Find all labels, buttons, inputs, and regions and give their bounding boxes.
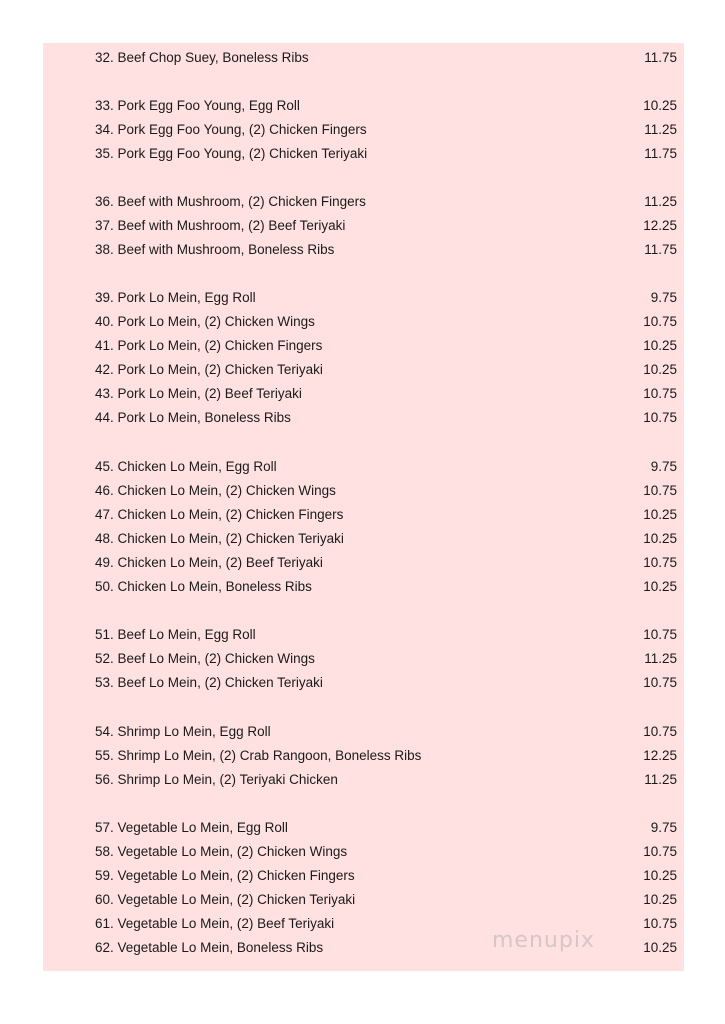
menu-item: [43, 575, 684, 599]
menu-item: [43, 888, 684, 912]
menu-item-price: 9.75: [650, 820, 677, 835]
menu-item-price: 10.75: [643, 844, 677, 859]
menu-item-name: 47. Chicken Lo Mein, (2) Chicken Fingers: [95, 507, 344, 522]
menu-item-name: 34. Pork Egg Foo Young, (2) Chicken Fingers: [95, 122, 367, 137]
menu-item-name: 45. Chicken Lo Mein, Egg Roll: [95, 459, 277, 474]
menu-item-price: 10.25: [643, 940, 677, 955]
menu-item-name: 38. Beef with Mushroom, Boneless Ribs: [95, 242, 335, 257]
menu-item: [43, 190, 684, 214]
menu-item: [43, 46, 684, 70]
menu-item-name: 57. Vegetable Lo Mein, Egg Roll: [95, 820, 288, 835]
menu-page: [43, 43, 684, 971]
menu-item-price: 10.75: [643, 916, 677, 931]
menu-item-name: 52. Beef Lo Mein, (2) Chicken Wings: [95, 651, 315, 666]
menu-group-chicken-lo-mein: [43, 455, 684, 599]
menu-item-name: 53. Beef Lo Mein, (2) Chicken Teriyaki: [95, 675, 323, 690]
menu-item: [43, 455, 684, 479]
menu-item-price: 10.25: [643, 507, 677, 522]
menu-item-price: 11.75: [644, 242, 677, 257]
menu-item-name: 42. Pork Lo Mein, (2) Chicken Teriyaki: [95, 362, 323, 377]
menu-item: [43, 864, 684, 888]
menu-item-name: 49. Chicken Lo Mein, (2) Beef Teriyaki: [95, 555, 323, 570]
menu-group-chop-suey: [43, 46, 684, 70]
menu-item-name: 56. Shrimp Lo Mein, (2) Teriyaki Chicken: [95, 772, 338, 787]
menu-item-price: 9.75: [650, 290, 677, 305]
menu-item-price: 10.25: [643, 892, 677, 907]
menu-item-price: 11.75: [644, 50, 677, 65]
menu-item-name: 44. Pork Lo Mein, Boneless Ribs: [95, 410, 291, 425]
menu-item-price: 12.25: [643, 748, 677, 763]
menu-item-name: 39. Pork Lo Mein, Egg Roll: [95, 290, 256, 305]
menu-item: [43, 720, 684, 744]
menu-item-price: 11.25: [644, 651, 677, 666]
menu-item-price: 10.75: [643, 314, 677, 329]
menu-item-name: 46. Chicken Lo Mein, (2) Chicken Wings: [95, 483, 336, 498]
menu-item: [43, 840, 684, 864]
menu-item: [43, 816, 684, 840]
menu-item-price: 10.75: [643, 386, 677, 401]
menu-item-price: 10.25: [643, 531, 677, 546]
menu-group-beef-lo-mein: [43, 623, 684, 695]
menu-item-price: 10.25: [643, 579, 677, 594]
menu-group-egg-foo-young: [43, 94, 684, 166]
menu-item: [43, 551, 684, 575]
menu-item: [43, 118, 684, 142]
menu-item-name: 54. Shrimp Lo Mein, Egg Roll: [95, 724, 271, 739]
menu-item: [43, 286, 684, 310]
menu-item-name: 32. Beef Chop Suey, Boneless Ribs: [95, 50, 309, 65]
menu-item-name: 60. Vegetable Lo Mein, (2) Chicken Teriyaki: [95, 892, 356, 907]
menu-item-price: 11.25: [644, 772, 677, 787]
menu-item-price: 12.25: [643, 218, 677, 233]
menu-item-name: 51. Beef Lo Mein, Egg Roll: [95, 627, 256, 642]
menu-item-name: 35. Pork Egg Foo Young, (2) Chicken Teriyaki: [95, 146, 368, 161]
menu-item: [43, 647, 684, 671]
menu-group-shrimp-lo-mein: [43, 720, 684, 792]
menu-item-name: 55. Shrimp Lo Mein, (2) Crab Rangoon, Boneless Ribs: [95, 748, 422, 763]
menu-item-price: 10.75: [643, 555, 677, 570]
menu-item: [43, 94, 684, 118]
menu-group-pork-lo-mein: [43, 286, 684, 430]
menu-item: [43, 382, 684, 406]
menu-item: [43, 744, 684, 768]
menu-item-name: 62. Vegetable Lo Mein, Boneless Ribs: [95, 940, 324, 955]
menu-group-beef-mushroom: [43, 190, 684, 262]
menu-item-price: 10.75: [643, 724, 677, 739]
menu-item: [43, 479, 684, 503]
menu-item: [43, 623, 684, 647]
menu-item-name: 37. Beef with Mushroom, (2) Beef Teriyaki: [95, 218, 346, 233]
menu-item-name: 40. Pork Lo Mein, (2) Chicken Wings: [95, 314, 315, 329]
menu-item-price: 10.75: [643, 627, 677, 642]
menu-item-price: 11.75: [644, 146, 677, 161]
menu-item-name: 50. Chicken Lo Mein, Boneless Ribs: [95, 579, 312, 594]
menu-item: [43, 768, 684, 792]
menu-item-name: 36. Beef with Mushroom, (2) Chicken Fingers: [95, 194, 366, 209]
menu-item: [43, 310, 684, 334]
menu-item-price: 10.75: [643, 675, 677, 690]
menu-item-price: 11.25: [644, 194, 677, 209]
menu-item-price: 10.25: [643, 98, 677, 113]
menu-item: [43, 671, 684, 695]
menu-item: [43, 406, 684, 430]
menu-item: [43, 214, 684, 238]
menu-item: [43, 358, 684, 382]
menu-item-name: 61. Vegetable Lo Mein, (2) Beef Teriyaki: [95, 916, 335, 931]
menu-item-price: 9.75: [650, 459, 677, 474]
menu-item-price: 10.25: [643, 362, 677, 377]
menu-item-name: 41. Pork Lo Mein, (2) Chicken Fingers: [95, 338, 323, 353]
menu-item-name: 59. Vegetable Lo Mein, (2) Chicken Fingers: [95, 868, 355, 883]
menu-item: [43, 334, 684, 358]
menu-item-price: 10.25: [643, 868, 677, 883]
menupix-watermark: menupix: [492, 928, 595, 953]
menu-item-name: 48. Chicken Lo Mein, (2) Chicken Teriyaki: [95, 531, 344, 546]
menu-item: [43, 503, 684, 527]
menu-item-name: 33. Pork Egg Foo Young, Egg Roll: [95, 98, 300, 113]
menu-item-price: 11.25: [644, 122, 677, 137]
menu-item: [43, 142, 684, 166]
menu-item: [43, 238, 684, 262]
menu-item: [43, 527, 684, 551]
menu-item-price: 10.75: [643, 483, 677, 498]
menu-item-name: 43. Pork Lo Mein, (2) Beef Teriyaki: [95, 386, 302, 401]
menu-item-name: 58. Vegetable Lo Mein, (2) Chicken Wings: [95, 844, 348, 859]
menu-item-price: 10.75: [643, 410, 677, 425]
menu-item-price: 10.25: [643, 338, 677, 353]
